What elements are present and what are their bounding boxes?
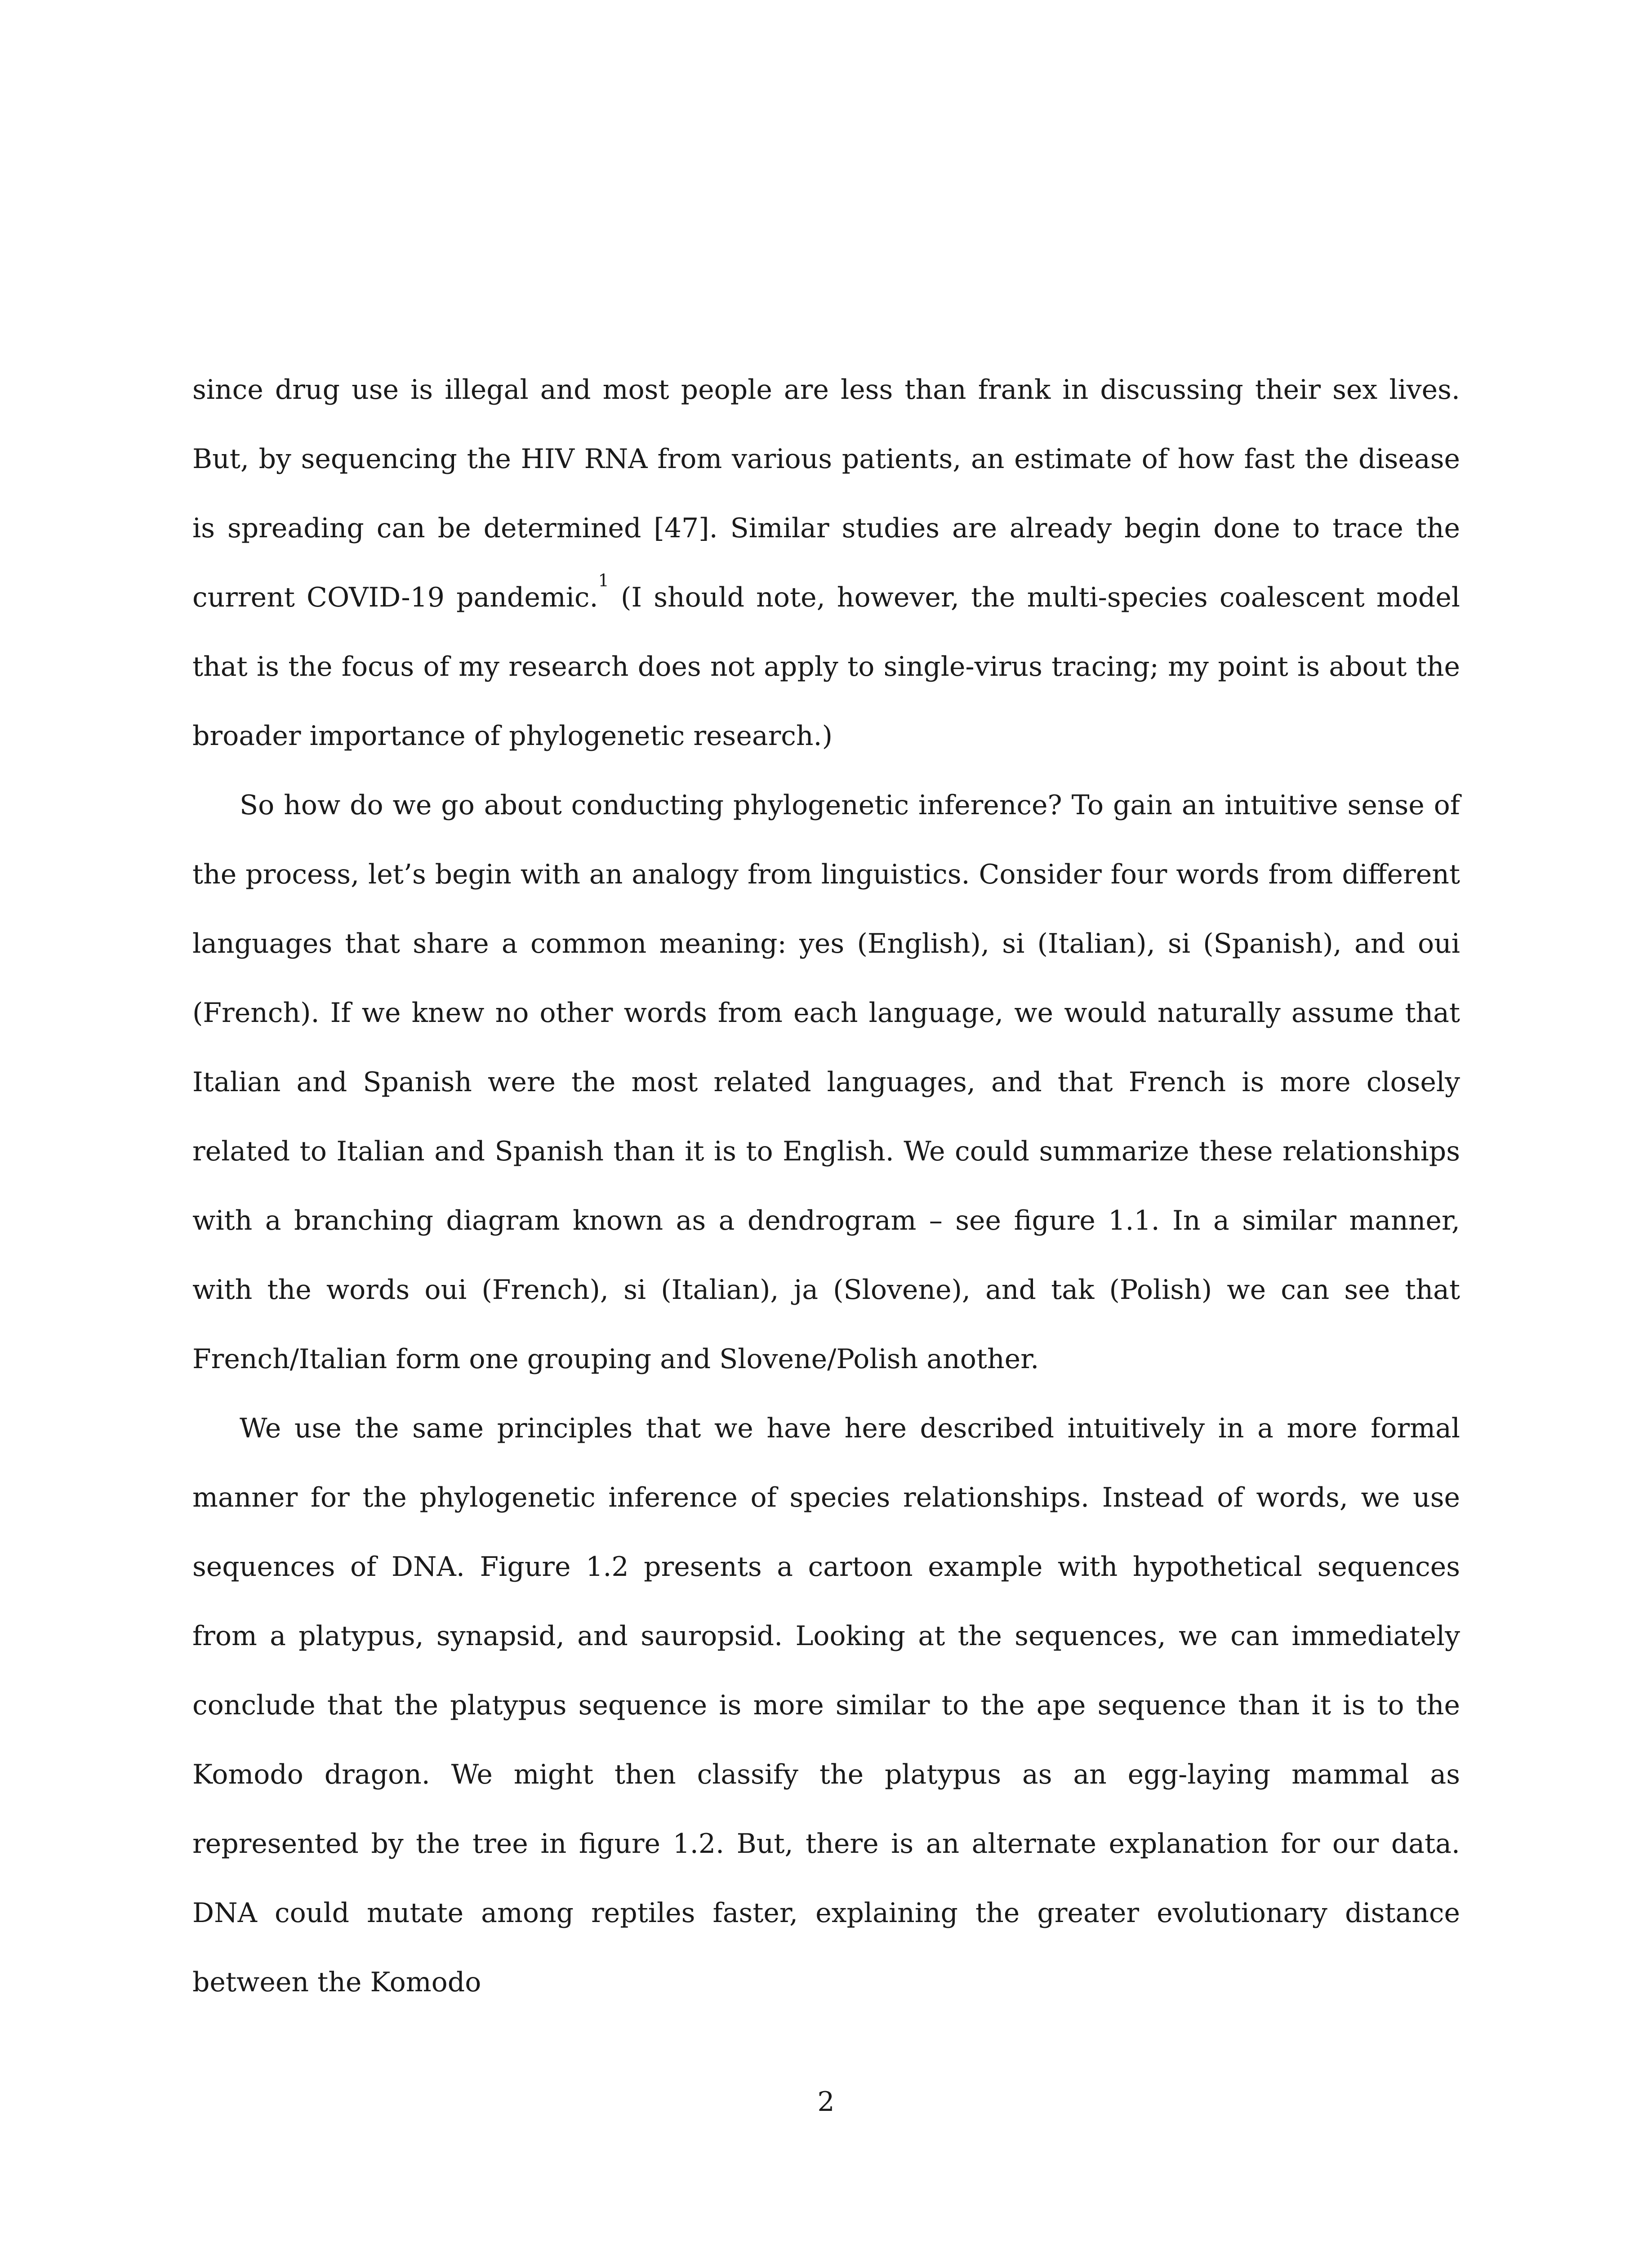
paragraph-hiv-sequencing [192, 355, 1460, 771]
paragraph-species-inference: We use the same principles that we have here described intuitively in a more formal manner for the phylogenetic inference of species relationships. Instead of words, we use sequences of DNA. Figure 1.2 presents a cartoon example with hypothetical sequences from a platypus, synapsid, and sauropsid. Looking at the sequences, we can immediately conclude that the platypus sequence is more similar to the ape sequence than it is to the Komodo dragon. We might then classify the platypus as an egg-laying mammal as represented by the tree in figure 1.2. But, there is an alternate explanation for our data. DNA could mutate among reptiles faster, explaining the greater evolutionary distance between the Komodo [192, 1413, 1460, 1998]
paragraph-text: since drug use is illegal and most people are less than frank in discussing their sex lives. But, by sequencing the HIV RNA from various patients, an estimate of how fast the disease is spreading can be determined [47]. Similar studies are already begin done to trace the current COVID-19 pandemic. [192, 374, 1460, 613]
paragraph-text: (I should note, however, the multi-species coalescent model that is the focus of my research does not apply to single-virus tracing; my point is about the broader importance of phylogenetic research.) [192, 582, 1460, 752]
page-number: 2 [817, 2086, 835, 2118]
paragraph-linguistics-analogy: So how do we go about conducting phylogenetic inference? To gain an intuitive sense of the process, let’s begin with an analogy from linguistics. Consider four words from different languages that share a common meaning: yes (English), si (Italian), si (Spanish), and oui (French). If we knew no other words from each language, we would naturally assume that Italian and Spanish were the most related languages, and that French is more closely related to Italian and Spanish than it is to English. We could summarize these relationships with a branching diagram known as a dendrogram – see figure 1.1. In a similar manner, with the words oui (French), si (Italian), ja (Slovene), and tak (Polish) we can see that French/Italian form one grouping and Slovene/Polish another. [192, 789, 1460, 1375]
footnote-marker[interactable]: 1 [598, 571, 609, 590]
body-text [192, 355, 1460, 2017]
